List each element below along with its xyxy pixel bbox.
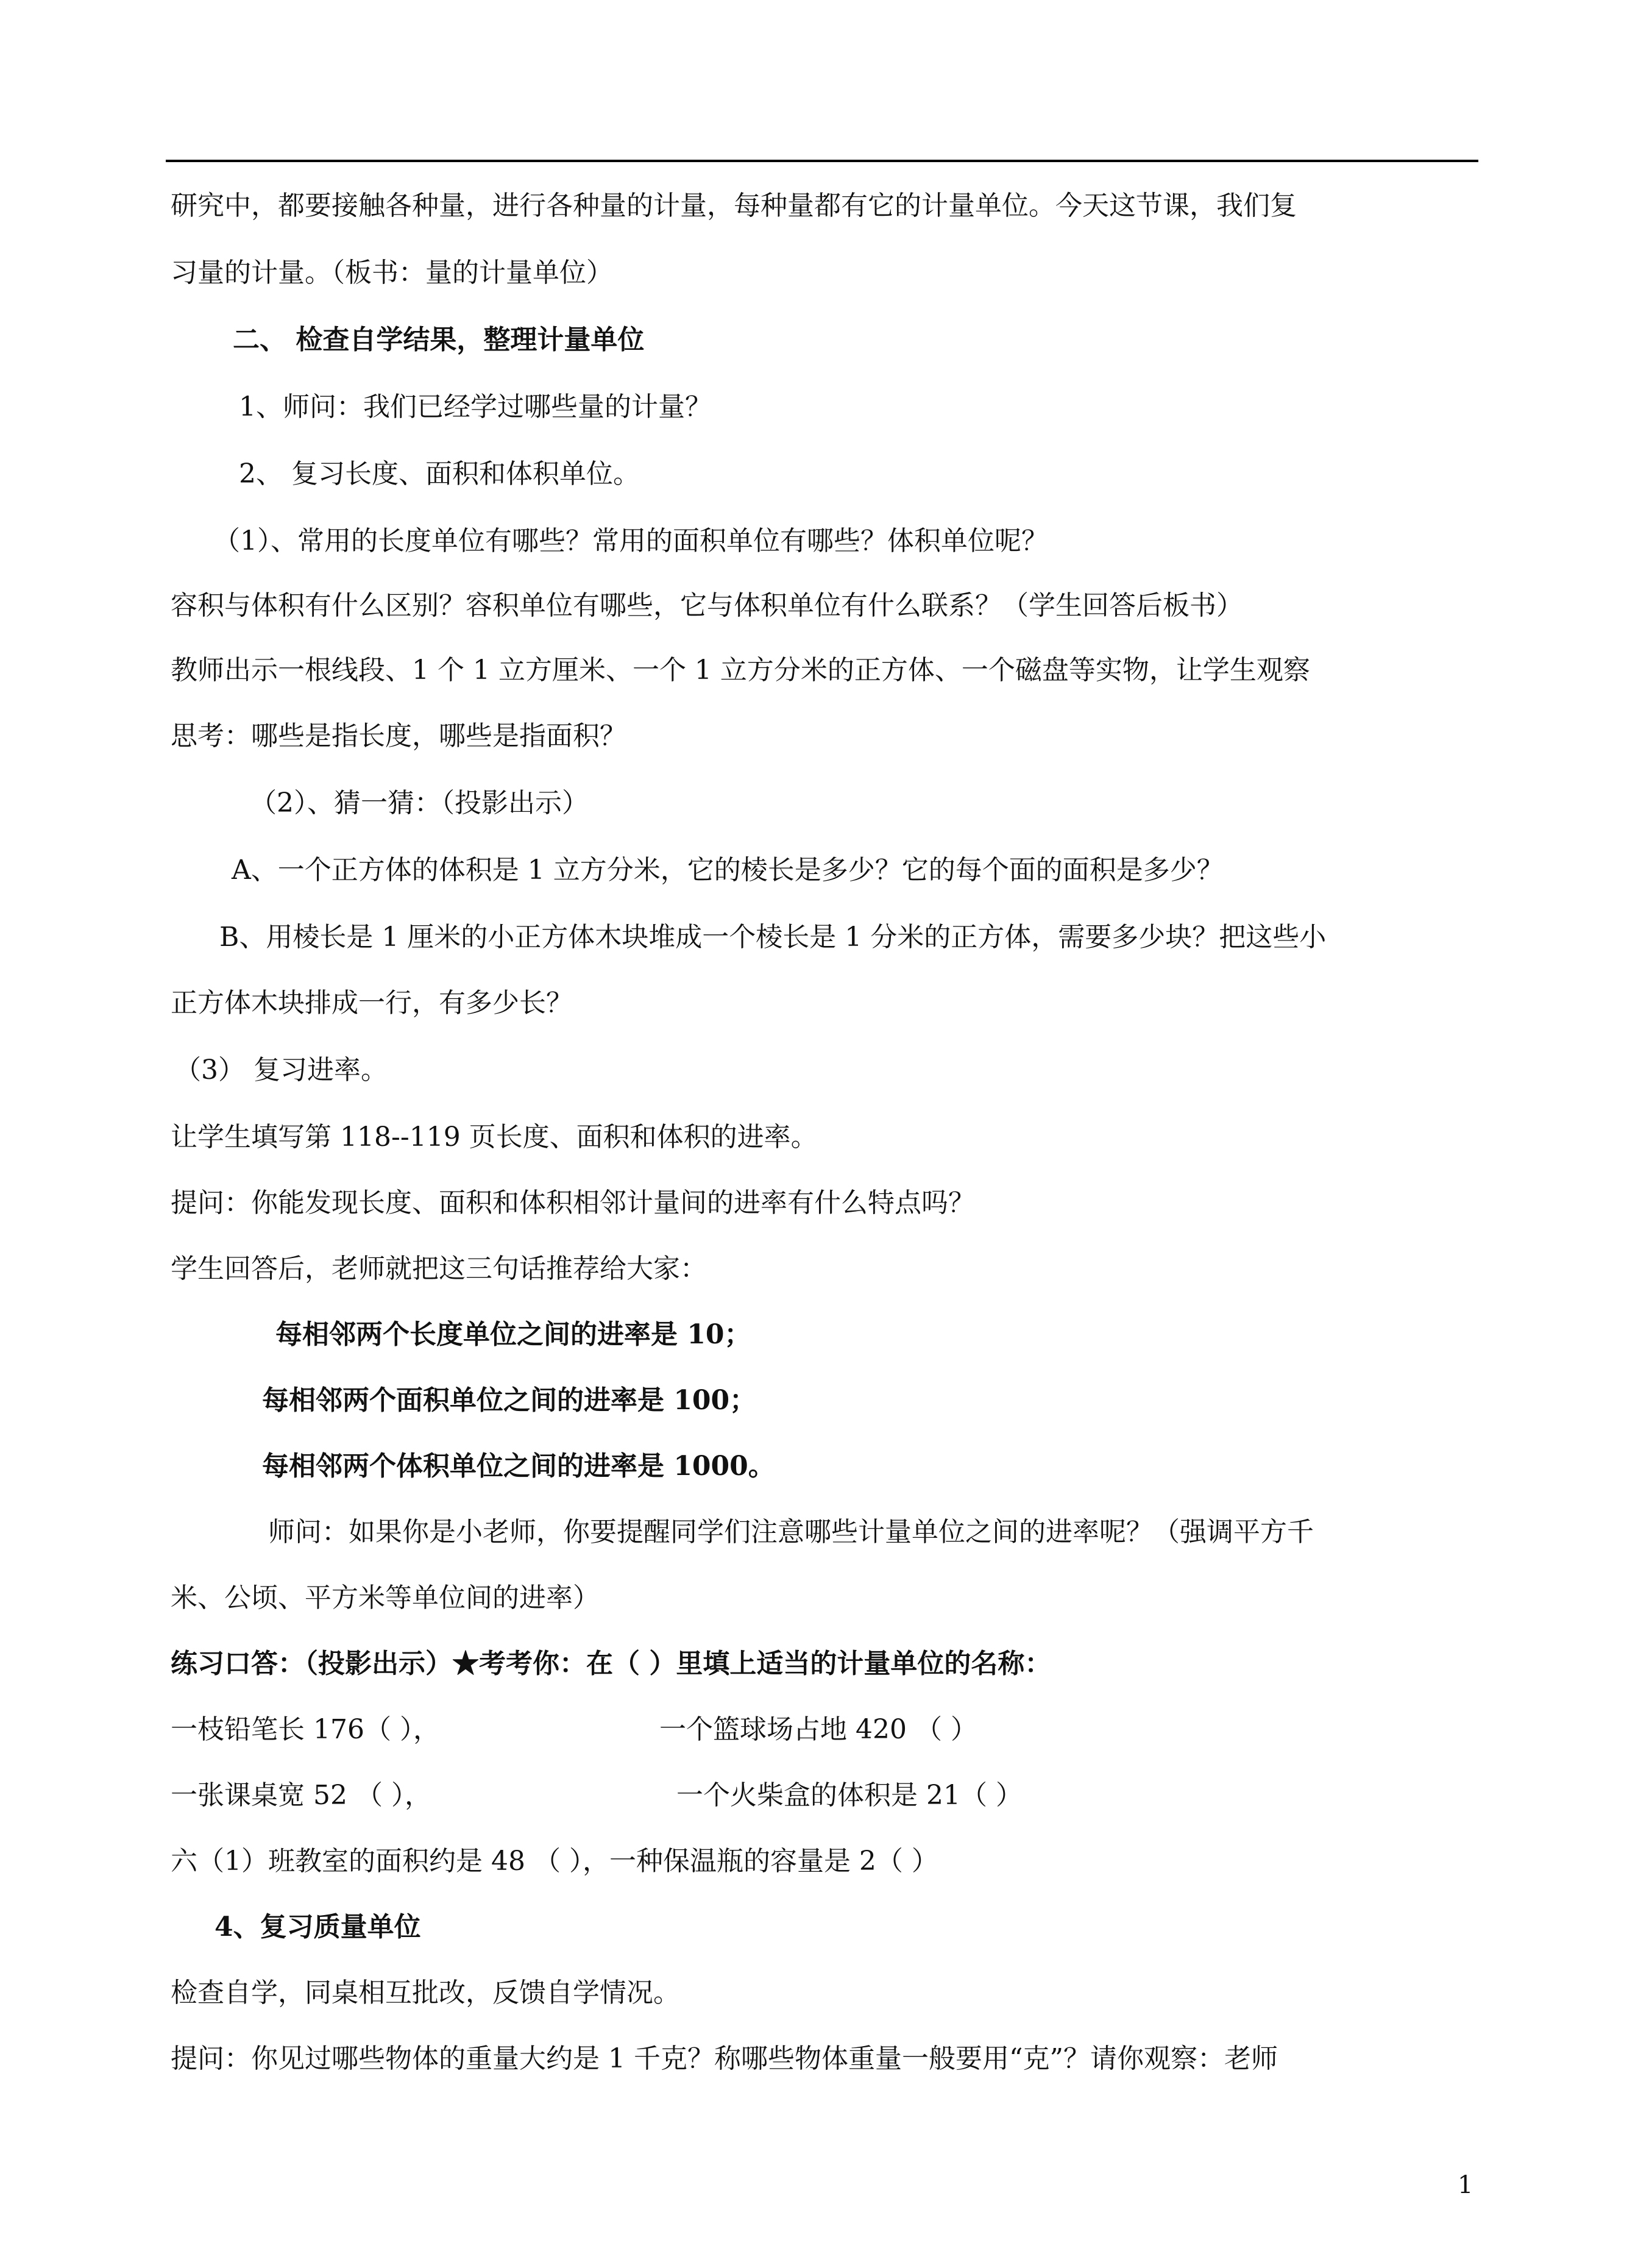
body-line: 让学生填写第 118--119 页长度、面积和体积的进率。: [171, 1122, 818, 1153]
page-number: 1: [1458, 2171, 1473, 2199]
exercise-item: 一张课桌宽 52 （ ），: [171, 1780, 431, 1811]
rule-statement: 每相邻两个面积单位之间的进率是 100；: [262, 1385, 757, 1416]
exercise-item: 一个火柴盒的体积是 21（ ）: [676, 1780, 1023, 1811]
body-line: 学生回答后，老师就把这三句话推荐给大家：: [171, 1253, 707, 1284]
body-line: 习量的计量。（板书：量的计量单位）: [171, 257, 613, 288]
body-line: （1）、常用的长度单位有哪些？常用的面积单位有哪些？体积单位呢？: [213, 525, 1048, 556]
body-line: 2、 复习长度、面积和体积单位。: [239, 458, 640, 489]
body-line: 师问：如果你是小老师，你要提醒同学们注意哪些计量单位之间的进率呢？（强调平方千: [268, 1516, 1314, 1548]
body-line: 容积与体积有什么区别？容积单位有哪些，它与体积单位有什么联系？（学生回答后板书）: [171, 590, 1243, 621]
body-line: B、用棱长是 1 厘米的小正方体木块堆成一个棱长是 1 分米的正方体，需要多少块？把这些小: [219, 922, 1327, 953]
body-line: 思考：哪些是指长度，哪些是指面积？: [171, 720, 626, 752]
exercise-item: 一枝铅笔长 176（ ），: [171, 1714, 440, 1745]
body-line: 研究中，都要接触各种量，进行各种量的计量，每种量都有它的计量单位。今天这节课，我们复: [171, 190, 1297, 221]
body-line: （2）、猜一猜：（投影出示）: [250, 787, 589, 819]
body-line: （3） 复习进率。: [174, 1054, 388, 1086]
rule-statement: 每相邻两个体积单位之间的进率是 1000。: [262, 1451, 775, 1482]
body-line: 正方体木块排成一行，有多少长？: [171, 987, 573, 1018]
section-heading: 4、复习质量单位: [214, 1911, 421, 1943]
body-line: 1、师问：我们已经学过哪些量的计量？: [239, 391, 712, 422]
body-line: 米、公顷、平方米等单位间的进率）: [171, 1582, 600, 1613]
header-rule: [166, 160, 1478, 162]
rule-statement: 每相邻两个长度单位之间的进率是 10；: [275, 1319, 751, 1350]
body-line: 检查自学，同桌相互批改，反馈自学情况。: [171, 1977, 680, 2008]
body-line: 教师出示一根线段、1 个 1 立方厘米、一个 1 立方分米的正方体、一个磁盘等实物，让学生观察: [171, 655, 1310, 686]
body-line: 提问：你能发现长度、面积和体积相邻计量间的进率有什么特点吗？: [171, 1187, 975, 1218]
exercise-heading: 练习口答：（投影出示）★考考你：在（ ）里填上适当的计量单位的名称：: [171, 1648, 1052, 1679]
exercise-item: 一个篮球场占地 420 （ ）: [659, 1714, 977, 1745]
body-line: A、一个正方体的体积是 1 立方分米，它的棱长是多少？它的每个面的面积是多少？: [232, 855, 1224, 886]
exercise-item: 六（1）班教室的面积约是 48 （ ），一种保温瓶的容量是 2（ ）: [171, 1846, 938, 1877]
section-heading: 二、 检查自学结果，整理计量单位: [233, 324, 645, 355]
body-line: 提问：你见过哪些物体的重量大约是 1 千克？称哪些物体重量一般要用“克”？请你观察：老师: [171, 2043, 1278, 2074]
